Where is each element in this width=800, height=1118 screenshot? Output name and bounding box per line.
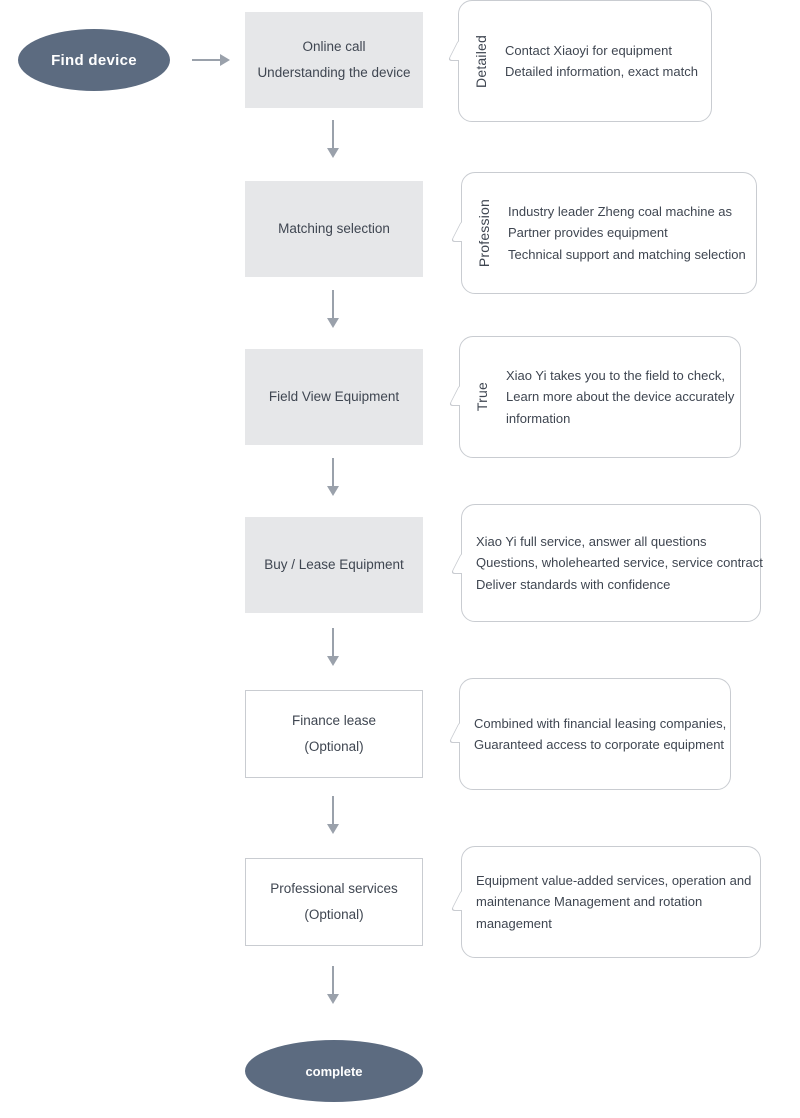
callout-tail-icon	[448, 382, 460, 406]
callout-text	[476, 870, 751, 935]
start-node-label: Find device	[51, 51, 137, 69]
arrow-head-icon	[327, 486, 339, 496]
arrow-3	[325, 458, 341, 500]
callout-text	[508, 201, 746, 266]
arrow-line	[332, 290, 334, 320]
callout-text-line: Deliver standards with confidence	[476, 576, 671, 592]
callout-text-line: Guaranteed access to corporate equipment	[474, 737, 725, 752]
arrow-line	[192, 59, 222, 61]
stage-box-professional-services	[245, 858, 423, 946]
callout-text	[476, 531, 763, 596]
callout-text-line: information	[506, 410, 571, 426]
arrow-line	[332, 628, 334, 658]
callout-vertical-label: Detailed	[473, 34, 489, 88]
stage-box-finance-lease	[245, 690, 423, 778]
callout-text-line: management	[476, 915, 552, 931]
callout-true	[459, 336, 741, 458]
callout-text	[474, 713, 726, 756]
callout-tail-icon	[448, 719, 460, 743]
callout-text-line: Learn more about the device accurately	[506, 389, 735, 405]
callout-text-line: Technical support and matching selection	[508, 246, 746, 262]
callout-text	[505, 40, 698, 83]
stage-box-field-view-equipment	[245, 349, 423, 445]
callout-vertical-label: True	[474, 382, 490, 412]
arrow-line	[332, 458, 334, 488]
stage-box-label: Matching selection	[278, 221, 390, 236]
arrow-6	[325, 966, 341, 1008]
callout-tail-icon	[450, 887, 462, 911]
callout-text-line: Industry leader Zheng coal machine as	[508, 203, 733, 219]
callout-vertical-label: Profession	[476, 198, 492, 268]
callout-text-line: Xiao Yi full service, answer all questions	[476, 533, 707, 549]
callout-text-line: Equipment value-added services, operation and	[476, 872, 752, 888]
arrow-head-icon	[327, 656, 339, 666]
arrow-head-icon	[327, 824, 339, 834]
arrow-head-icon	[327, 318, 339, 328]
arrow-line	[332, 120, 334, 150]
arrow-head-icon	[220, 54, 230, 66]
callout-text-line: Partner provides equipment	[508, 225, 668, 241]
stage-box-online-call	[245, 12, 423, 108]
callout-inner	[459, 35, 711, 88]
arrow-line	[332, 966, 334, 996]
arrow-4	[325, 628, 341, 670]
stage-box-label: Field View Equipment	[268, 389, 400, 404]
stage-box-label: Finance lease	[291, 713, 377, 728]
arrow-start-to-first	[192, 52, 234, 68]
callout-text-line: maintenance Management and rotation	[476, 894, 703, 910]
callout-tail-icon	[450, 550, 462, 574]
stage-box-label: Professional services	[270, 881, 398, 896]
arrow-1	[325, 120, 341, 162]
callout-text-line: Detailed information, exact match	[505, 64, 698, 79]
callout-text	[506, 365, 734, 430]
callout-text-line: Questions, wholehearted service, service contract	[476, 555, 763, 571]
callout-finance	[459, 678, 731, 790]
stage-box-label: Online call	[302, 39, 366, 54]
callout-tail-icon	[450, 218, 462, 242]
stage-box-matching-selection	[245, 181, 423, 277]
arrow-head-icon	[327, 148, 339, 158]
callout-inner	[462, 531, 763, 596]
callout-text-line: Xiao Yi takes you to the field to check,	[506, 367, 725, 383]
arrow-head-icon	[327, 994, 339, 1004]
callout-service	[461, 504, 761, 622]
stage-box-label: Buy / Lease Equipment	[264, 557, 404, 572]
end-node-label: complete	[305, 1063, 363, 1079]
stage-box-label: (Optional)	[304, 739, 364, 754]
end-node	[245, 1040, 423, 1102]
callout-tail-icon	[447, 37, 459, 61]
callout-detailed	[458, 0, 712, 122]
callout-inner	[460, 365, 740, 430]
callout-text-line: Combined with financial leasing companies,	[474, 715, 727, 731]
arrow-line	[332, 796, 334, 826]
stage-box-buy-lease-equipment	[245, 517, 423, 613]
stage-box-label: Understanding the device	[257, 65, 411, 80]
callout-inner	[462, 870, 760, 935]
callout-value-added	[461, 846, 761, 958]
start-node	[18, 29, 170, 91]
arrow-5	[325, 796, 341, 838]
callout-text-line: Contact Xiaoyi for equipment	[505, 42, 672, 58]
stage-box-label: (Optional)	[304, 907, 364, 922]
arrow-2	[325, 290, 341, 332]
callout-inner	[460, 713, 730, 756]
callout-inner	[462, 199, 756, 267]
callout-profession	[461, 172, 757, 294]
